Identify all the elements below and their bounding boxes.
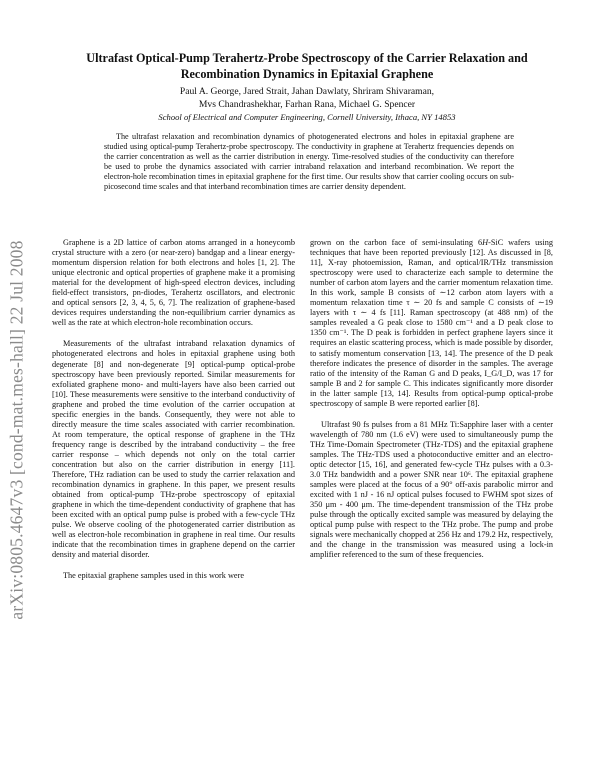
body-paragraph: Measurements of the ultrafast intraband relaxation dynamics of photogenerated electrons and holes in epitaxial graphene using both degenerate [8] and non-degenerate [9] optical-pump optical-probe spectroscopy have been previously reported. Similar measurements for exfoliated graphene mono- and multi-layers have also been carried out [10]. These measurements were sensitive to the interband conductivity of graphene and probed the time evolution of the carrier occupation at specific energies in the bands. Consequently, they were not able to directly measure the time scales associated with carrier recombination. At room temperature, the optical response of graphene in the THz frequency range is described by the intraband conductivity – the free carrier response – which depends not only on the total carrier concentration but also on the carrier distribution in energy [11]. Therefore, THz radiation can be used to study the carrier relaxation and recombination dynamics in graphene. In this paper, we present results obtained from optical-pump THz-probe spectroscopy of epitaxial graphene in which the time-dependent conductivity of graphene that has been excited with an optical pump pulse is probed with a few-cycle THz pulse. We observe cooling of the photogenerated carrier distribution as well as electron-hole recombination in graphene in real time. Our results indicate that the recombination times in graphene depend on the carrier density and material disorder. (52, 339, 295, 560)
body-text-fragment: -SiC wafers using techniques that have been reported previously [12]. As discussed in [8, 11], X-ray photoemission, Raman, and optical/IR/THz transmission spectroscopy were used to characterize each sample to determine the number of carbon atom layers and the carrier momentum relaxation time. In this work, sample B consists of ∼12 carbon atom layers with a momentum relaxation time τ ∼ 20 fs and sample C consists of ∼19 layers with τ ∼ 4 fs [11]. Raman spectroscopy (at 488 nm) of the samples revealed a G peak close to 1580 cm⁻¹ and a D peak close to 1350 cm⁻¹. The D peak is forbidden in perfect graphene layers since it requires an elastic scattering process, which is made possible by disorder, to satisfy momentum conservation [13, 14]. The presence of the D peak therefore indicates the presence of disorder in the samples. The average ratio of the intensity of the Raman G and D peaks, I_G/I_D, was 17 for sample B and 2 for sample C. This indicates significantly more disorder in the latter sample [13, 14]. Results from optical-pump optical-probe spectroscopy of sample B were reported earlier [8]. (310, 238, 553, 408)
affiliation: School of Electrical and Computer Engineering, Cornell University, Ithaca, NY 14853 (158, 112, 456, 122)
body-text-fragment: grown on the carbon face of semi-insulating 6 (310, 238, 483, 247)
authors-line-1: Paul A. George, Jared Strait, Jahan Dawlaty, Shriram Shivaraman, (179, 86, 435, 97)
arxiv-identifier (0, 170, 34, 690)
polytype-symbol: H (482, 238, 489, 247)
arxiv-identifier-text: arXiv:0805.4647v3 [cond-mat.mes-hall] 22 Jul 2008 (6, 240, 27, 620)
title-line-1: Ultrafast Optical-Pump Terahertz-Probe Spectroscopy of the Carrier Relaxation and (86, 51, 528, 65)
body-paragraph (310, 238, 553, 409)
author-list (52, 86, 562, 111)
body-paragraph: Ultrafast 90 fs pulses from a 81 MHz Ti:Sapphire laser with a center wavelength of 780 nm (1.6 eV) were used to simultaneously pump the THz Time-Domain Spectrometer (THz-TDS) and the epitaxial graphene samples. The THz-TDS used a photoconductive emitter and an electro-optic detector [15, 16], and generated few-cycle THz pulses with a 0.3-3.0 THz bandwidth and a power SNR near 10⁶. The epitaxial graphene samples were placed at the focus of a 90° off-axis parabolic mirror and excited with 1 nJ - 16 nJ optical pulses focused to FWHM spot sizes of 350 μm - 400 μm. The time-dependent transmission of the THz probe pulse through the optically excited sample was measured by delaying the optical pump pulse with respect to the THz probe. The pump and probe signals were mechanically chopped at 256 Hz and 179.2 Hz, respectively, and the change in the transmission was measured using a lock-in amplifier referenced to the sum of these frequencies. (310, 419, 553, 560)
right-column (310, 238, 553, 571)
title-line-2: Recombination Dynamics in Epitaxial Graphene (180, 66, 434, 81)
authors-line-2: Mvs Chandrashekhar, Farhan Rana, Michael G. Spencer (198, 98, 416, 110)
abstract: The ultrafast relaxation and recombination dynamics of photogenerated electrons and holes in epitaxial graphene are studied using optical-pump Terahertz-probe spectroscopy. The conductivity in graphene at Terahertz frequencies depends on the carrier concentration as well as the carrier distribution in energy. Time-resolved studies of the conductivity can therefore be used to probe the dynamics associated with carrier intraband relaxation and interband recombination. We report the electron-hole recombination times in epitaxial graphene for the first time. Our results show that carrier cooling occurs on sub-picosecond time scales and that interband recombination times are carrier density dependent. (104, 132, 514, 192)
body-paragraph: The epitaxial graphene samples used in this work were (63, 571, 244, 581)
paper-title (52, 51, 562, 82)
left-column (52, 238, 295, 593)
body-paragraph: Graphene is a 2D lattice of carbon atoms arranged in a honeycomb crystal structure with a zero (or near-zero) bandgap and a linear energy-momentum dispersion relation for both electrons and holes [1, 2]. The unique electronic and optical properties of graphene make it a promising material for the development of high-speed electron devices, including field-effect transistors, pn-diodes, Terahertz oscillators, and electronic and optical sensors [2, 3, 4, 5, 6, 7]. The realization of graphene-based devices requires understanding the non-equilibrium carrier dynamics as well as the rate at which electron-hole recombination occurs. (52, 238, 295, 328)
